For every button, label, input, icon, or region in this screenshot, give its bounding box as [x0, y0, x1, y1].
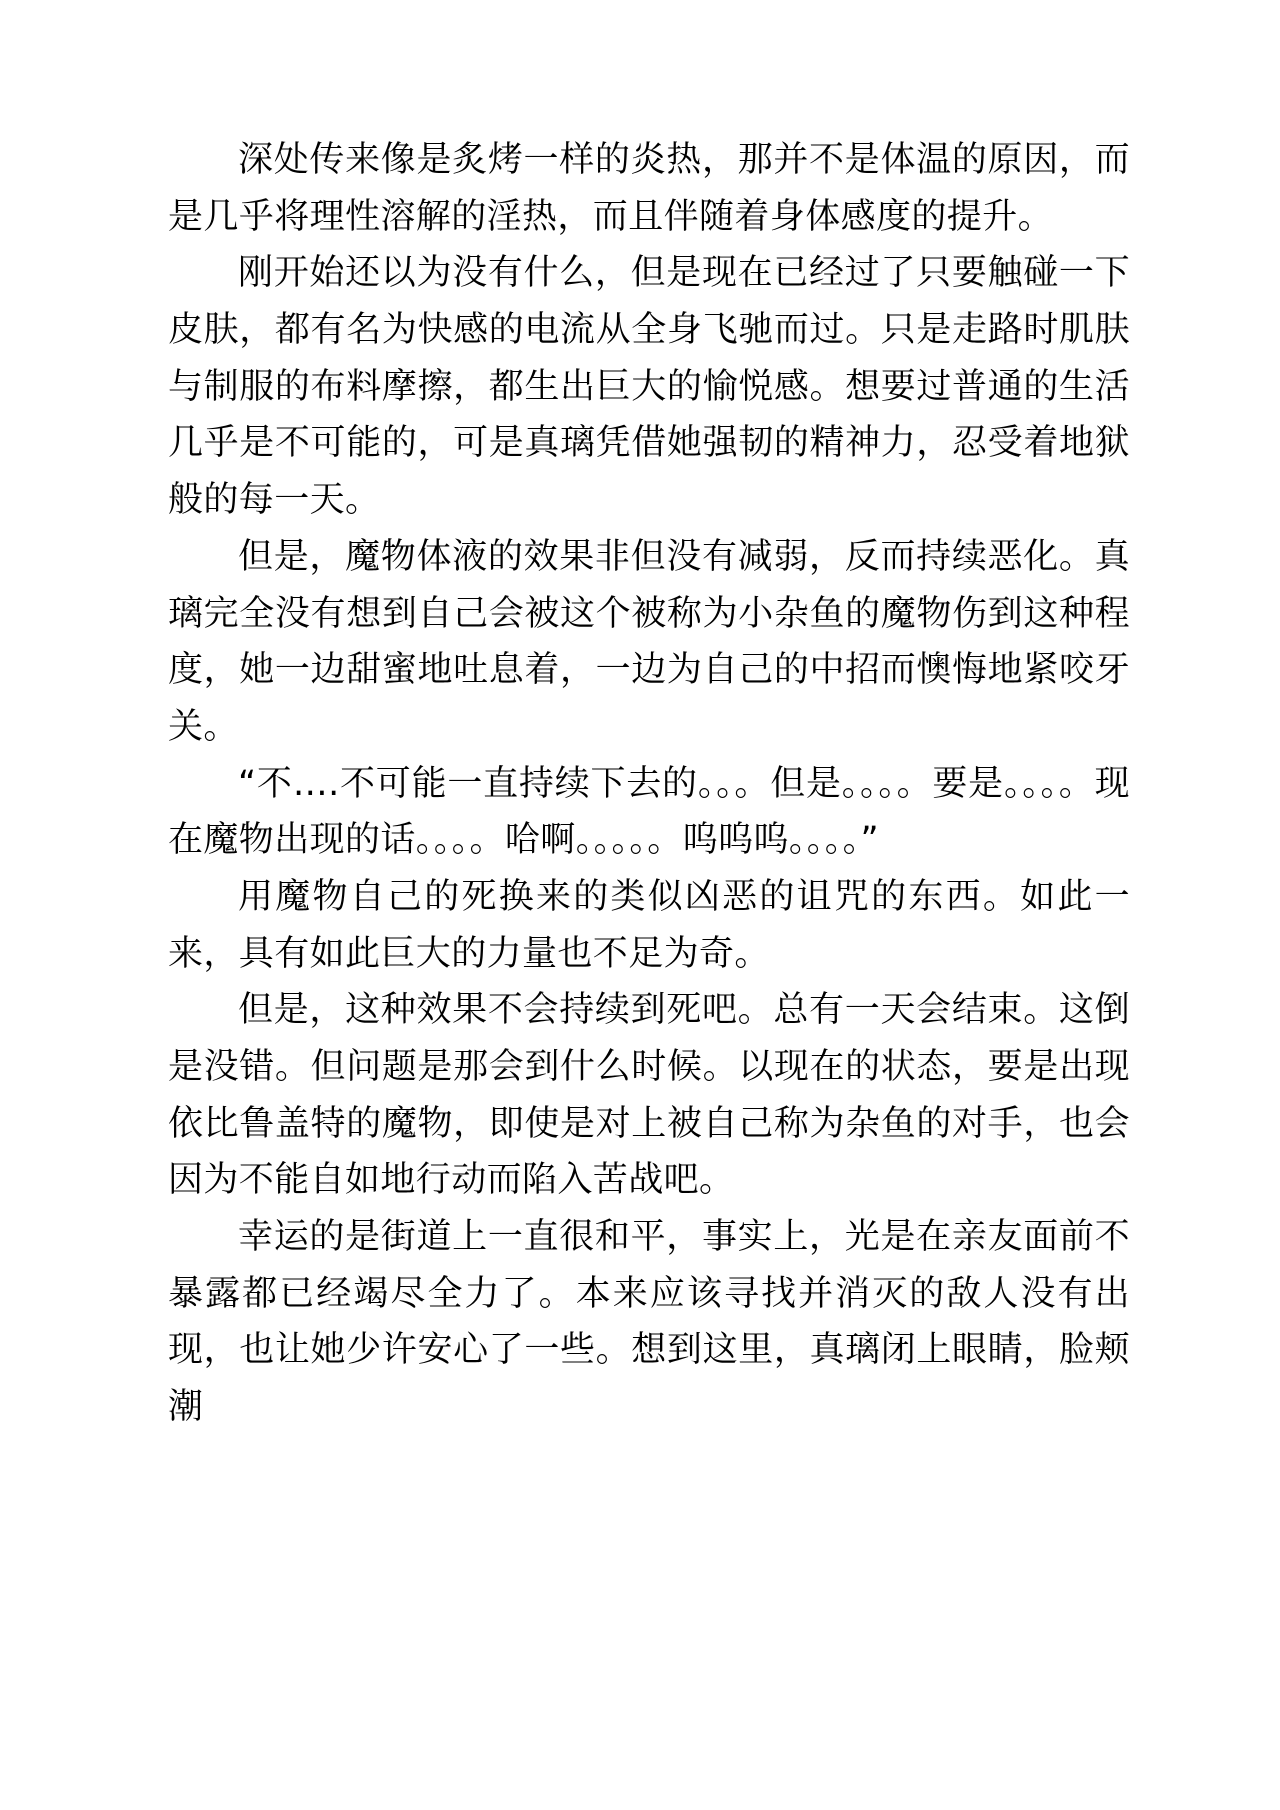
- paragraph: 深处传来像是炙烤一样的炎热，那并不是体温的原因，而是几乎将理性溶解的淫热，而且伴随着身体感度的提升。: [168, 140, 1130, 237]
- paragraph: 幸运的是街道上一直很和平，事实上，光是在亲友面前不暴露都已经竭尽全力了。本来应该寻找并消灭的敌人没有出现，也让她少许安心了一些。想到这里，真璃闭上眼睛，脸颊潮: [168, 1217, 1130, 1428]
- page-body: [168, 132, 1130, 1436]
- paragraph: 用魔物自己的死换来的类似凶恶的诅咒的东西。如此一来，具有如此巨大的力量也不足为奇。: [168, 876, 1130, 974]
- paragraph: 但是，魔物体液的效果非但没有减弱，反而持续恶化。真璃完全没有想到自己会被这个被称为小杂鱼的魔物伤到这种程度，她一边甜蜜地吐息着，一边为自己的中招而懊悔地紧咬牙关。: [168, 536, 1130, 747]
- paragraph: “不….不可能一直持续下去的。。。但是。。。。要是。。。。现在魔物出现的话。。。。哈啊。。。。。呜呜呜。。。。”: [168, 763, 1130, 861]
- paragraph: 但是，这种效果不会持续到死吧。总有一天会结束。这倒是没错。但问题是那会到什么时候。以现在的状态，要是出现依比鲁盖特的魔物，即使是对上被自己称为杂鱼的对手，也会因为不能自如地行动而陷入苦战吧。: [168, 990, 1130, 1201]
- paragraph: 刚开始还以为没有什么，但是现在已经过了只要触碰一下皮肤，都有名为快感的电流从全身飞驰而过。只是走路时肌肤与制服的布料摩擦，都生出巨大的愉悦感。想要过普通的生活几乎是不可能的，可是真璃凭借她强韧的精神力，忍受着地狱般的每一天。: [168, 253, 1130, 521]
